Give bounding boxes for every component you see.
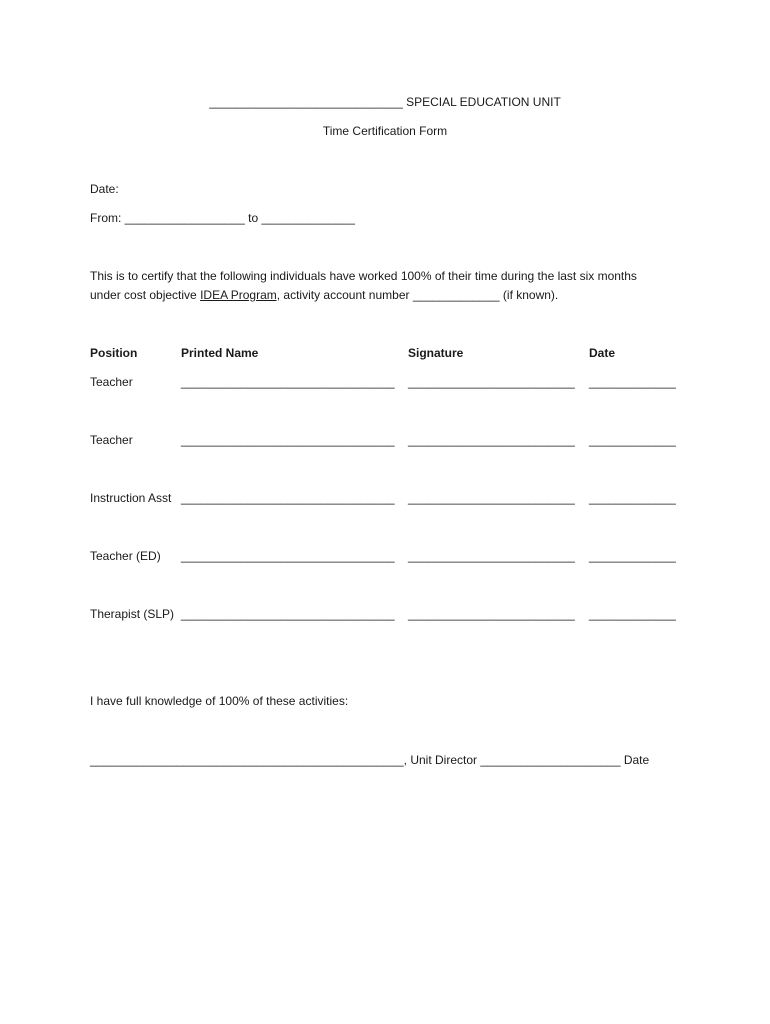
statement-line-2 [90,288,558,302]
row-4-printed-name-blank[interactable]: ________________________________ [181,549,395,563]
to-blank: ______________ [261,211,355,225]
date-label: Date: [90,182,119,196]
form-title: Time Certification Form [322,124,448,138]
program-name: IDEA Program, [200,288,281,302]
statement-line-1: This is to certify that the following individuals have worked 100% of their time during the last six months [90,269,637,283]
row-1-date-blank[interactable]: _____________ [589,375,676,389]
statement-line-2-suffix: activity account number _____________ (if known). [280,288,559,302]
row-2-position: Teacher [90,433,133,447]
header-signature: Signature [408,346,464,360]
row-2-printed-name-blank[interactable]: ________________________________ [181,433,395,447]
row-3-signature-blank[interactable]: _________________________ [408,491,575,505]
statement-line-2-prefix: under cost objective [90,288,201,302]
row-4-position: Teacher (ED) [90,549,161,563]
row-2-date-blank[interactable]: _____________ [589,433,676,447]
row-5-position: Therapist (SLP) [90,607,175,621]
row-4-signature-blank[interactable]: _________________________ [408,549,575,563]
row-5-printed-name-blank[interactable]: ________________________________ [181,607,395,621]
row-1-signature-blank[interactable]: _________________________ [408,375,575,389]
header-position: Position [90,346,138,360]
row-4-date-blank[interactable]: _____________ [589,549,676,563]
row-1-printed-name-blank[interactable]: ________________________________ [181,375,395,389]
row-5-signature-blank[interactable]: _________________________ [408,607,575,621]
header-printed-name: Printed Name [181,346,259,360]
row-3-date-blank[interactable]: _____________ [589,491,676,505]
header-date: Date [589,346,616,360]
director-signature-line[interactable]: _______________________________________________, Unit Director _____________________ Date [90,753,650,767]
row-3-printed-name-blank[interactable]: ________________________________ [181,491,395,505]
knowledge-statement: I have full knowledge of 100% of these activities: [90,694,349,708]
from-line-prefix: From: __________________ to [90,211,262,225]
row-2-signature-blank[interactable]: _________________________ [408,433,575,447]
row-5-date-blank[interactable]: _____________ [589,607,676,621]
row-3-position: Instruction Asst [90,491,172,505]
row-1-position: Teacher [90,375,133,389]
from-line [90,211,355,225]
unit-title: _____________________________ SPECIAL EDUCATION UNIT [209,95,561,109]
